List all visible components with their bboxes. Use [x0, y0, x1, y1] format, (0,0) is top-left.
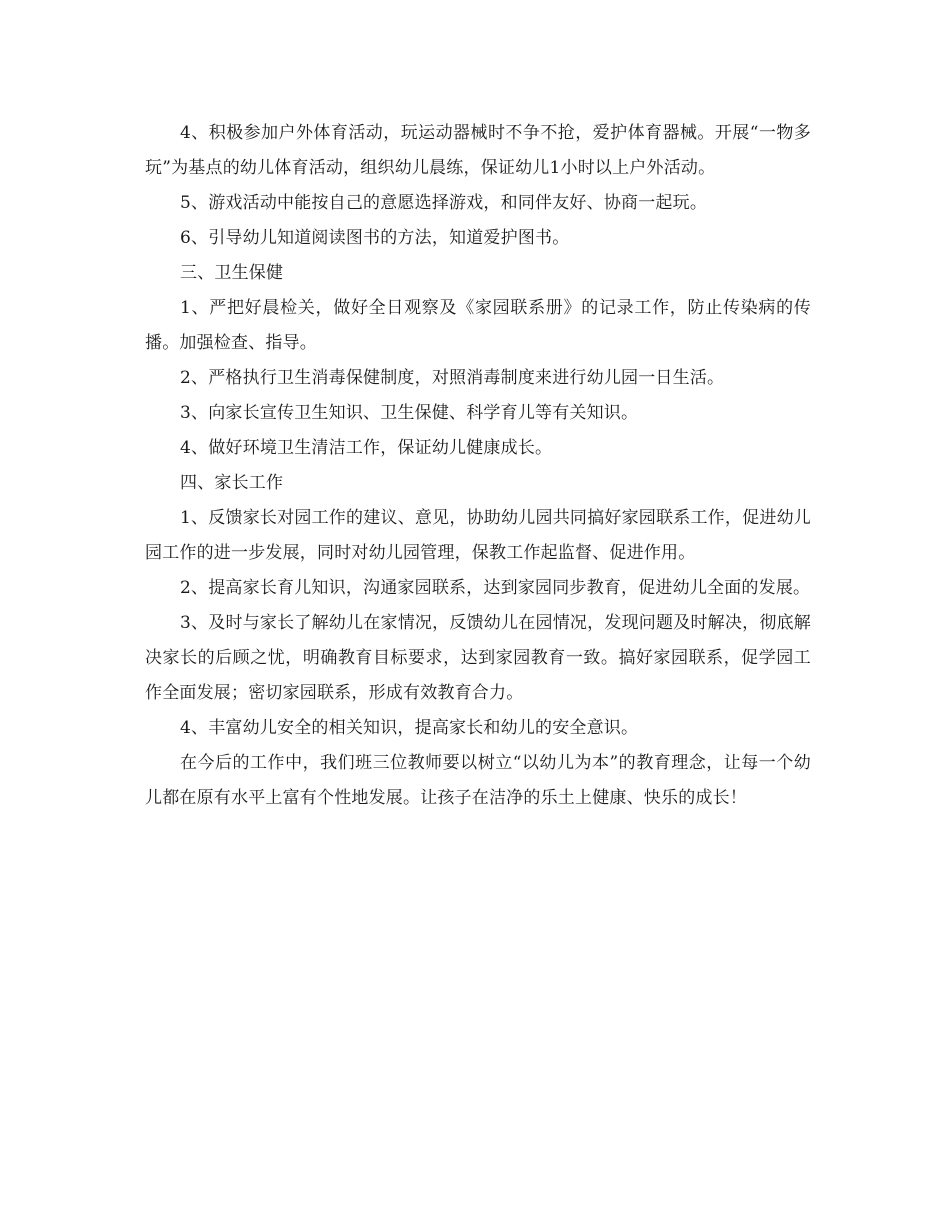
paragraph-communication: 3、及时与家长了解幼儿在家情况，反馈幼儿在园情况，发现问题及时解决，彻底解决家长的后顾之忧，明确教育目标要求，达到家园教育一致。搞好家园联系，促学园工作全面发展；密切家园联系，形成有效教育合力。 [145, 613, 811, 703]
paragraph-feedback: 1、反馈家长对园工作的建议、意见，协助幼儿园共同搞好家园联系工作，促进幼儿园工作的进一步发展，同时对幼儿园管理，保教工作起监督、促进作用。 [145, 508, 811, 563]
document-body [145, 116, 811, 816]
paragraph-conclusion: 在今后的工作中，我们班三位教师要以树立“以幼儿为本”的教育理念，让每一个幼儿都在原有水平上富有个性地发展。让孩子在洁净的乐土上健康、快乐的成长！ [145, 753, 811, 808]
paragraph-parenting-knowledge: 2、提高家长育儿知识，沟通家园联系，达到家园同步教育，促进幼儿全面的发展。 [180, 578, 811, 598]
paragraph-environment: 4、做好环境卫生清洁工作，保证幼儿健康成长。 [180, 438, 553, 458]
paragraph-reading: 6、引导幼儿知道阅读图书的方法，知道爱护图书。 [180, 228, 570, 248]
paragraph-outdoor-sports: 4、积极参加户外体育活动，玩运动器械时不争不抢，爱护体育器械。开展“一物多玩”为基点的幼儿体育活动，组织幼儿晨练，保证幼儿1小时以上户外活动。 [145, 123, 811, 178]
paragraph-disinfection: 2、严格执行卫生消毒保健制度，对照消毒制度来进行幼儿园一日生活。 [180, 368, 725, 388]
paragraph-games: 5、游戏活动中能按自己的意愿选择游戏，和同伴友好、协商一起玩。 [180, 193, 708, 213]
paragraph-health-knowledge: 3、向家长宣传卫生知识、卫生保健、科学育儿等有关知识。 [180, 403, 639, 423]
section-heading-health: 三、卫生保健 [180, 263, 284, 283]
paragraph-safety: 4、丰富幼儿安全的相关知识，提高家长和幼儿的安全意识。 [180, 718, 639, 738]
paragraph-morning-check: 1、严把好晨检关，做好全日观察及《家园联系册》的记录工作，防止传染病的传播。加强检查、指导。 [145, 298, 811, 353]
section-heading-parents: 四、家长工作 [180, 473, 284, 493]
